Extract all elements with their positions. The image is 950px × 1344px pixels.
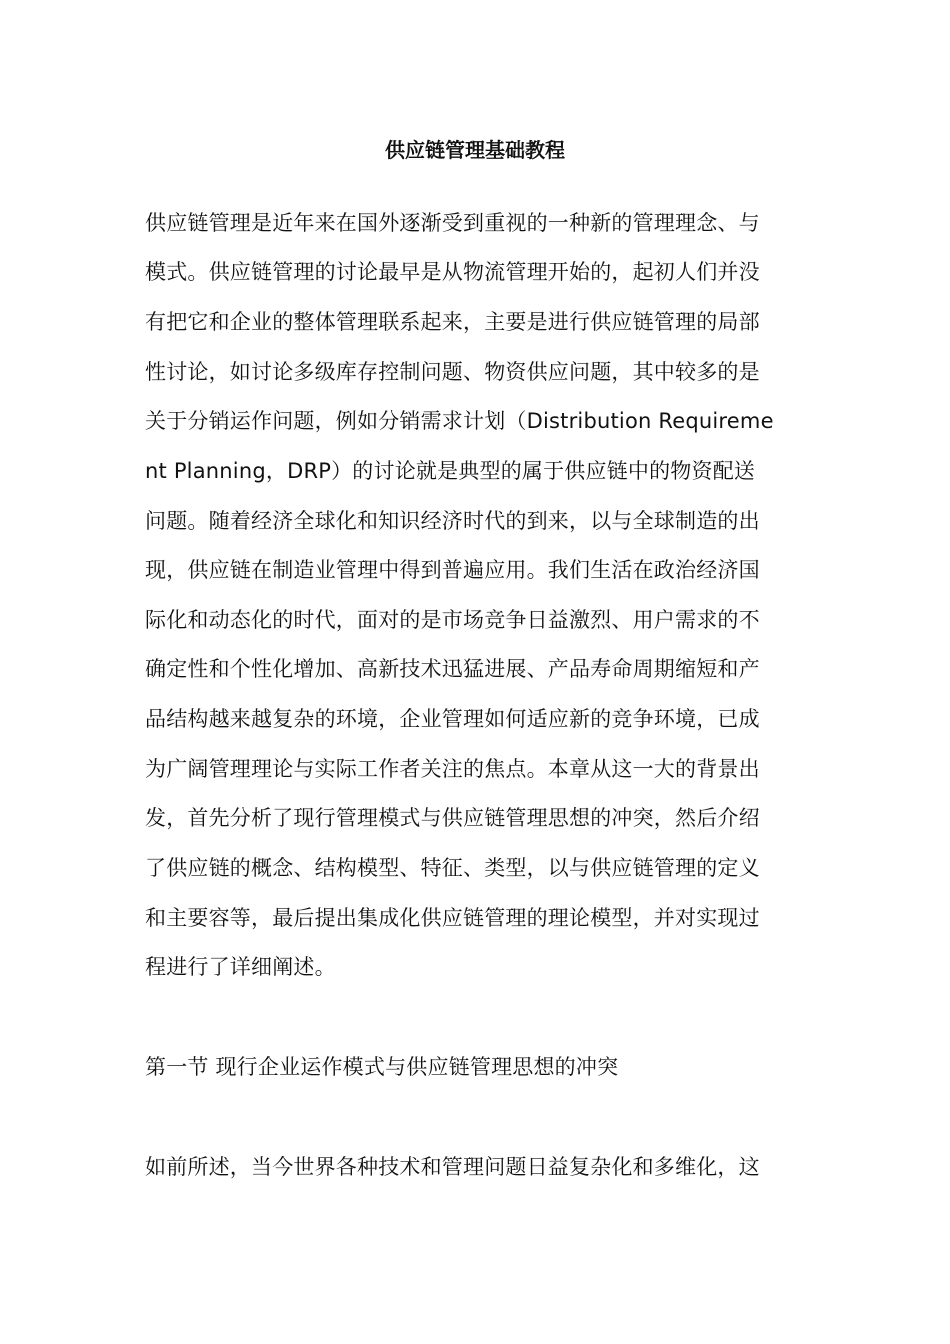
paragraph-line: 确定性和个性化增加、高新技术迅猛进展、产品寿命周期缩短和产 [145, 657, 760, 681]
paragraph-line: 问题。随着经济全球化和知识经济时代的到来，以与全球制造的出 [145, 509, 760, 533]
paragraph-line: 程进行了详细阐述。 [145, 955, 336, 979]
paragraph-line: nt Planning，DRP）的讨论就是典型的属于供应链中的物资配送 [145, 459, 756, 483]
paragraph-line: 如前所述，当今世界各种技术和管理问题日益复杂化和多维化，这 [145, 1155, 760, 1179]
paragraph-line: 为广阔管理理论与实际工作者关注的焦点。本章从这一大的背景出 [145, 757, 760, 781]
paragraph-line: 性讨论，如讨论多级库存控制问题、物资供应问题，其中较多的是 [145, 360, 760, 384]
paragraph-line: 模式。供应链管理的讨论最早是从物流管理开始的，起初人们并没 [145, 260, 760, 284]
document-title: 供应链管理基础教程 [385, 138, 565, 162]
paragraph-line: 供应链管理是近年来在国外逐渐受到重视的一种新的管理理念、与 [145, 211, 760, 235]
paragraph-line: 品结构越来越复杂的环境，企业管理如何适应新的竞争环境，已成 [145, 707, 760, 731]
paragraph-line: 际化和动态化的时代，面对的是市场竞争日益激烈、用户需求的不 [145, 608, 760, 632]
paragraph-line: 发，首先分析了现行管理模式与供应链管理思想的冲突，然后介绍 [145, 806, 760, 830]
paragraph-line: 了供应链的概念、结构模型、特征、类型，以与供应链管理的定义 [145, 856, 760, 880]
paragraph-line: 有把它和企业的整体管理联系起来，主要是进行供应链管理的局部 [145, 310, 760, 334]
paragraph-line: 关于分销运作问题，例如分销需求计划（Distribution Requireme [145, 409, 774, 433]
section-heading: 第一节 现行企业运作模式与供应链管理思想的冲突 [145, 1055, 619, 1079]
paragraph-line: 现，供应链在制造业管理中得到普遍应用。我们生活在政治经济国 [145, 558, 760, 582]
paragraph-line: 和主要容等，最后提出集成化供应链管理的理论模型，并对实现过 [145, 906, 760, 930]
